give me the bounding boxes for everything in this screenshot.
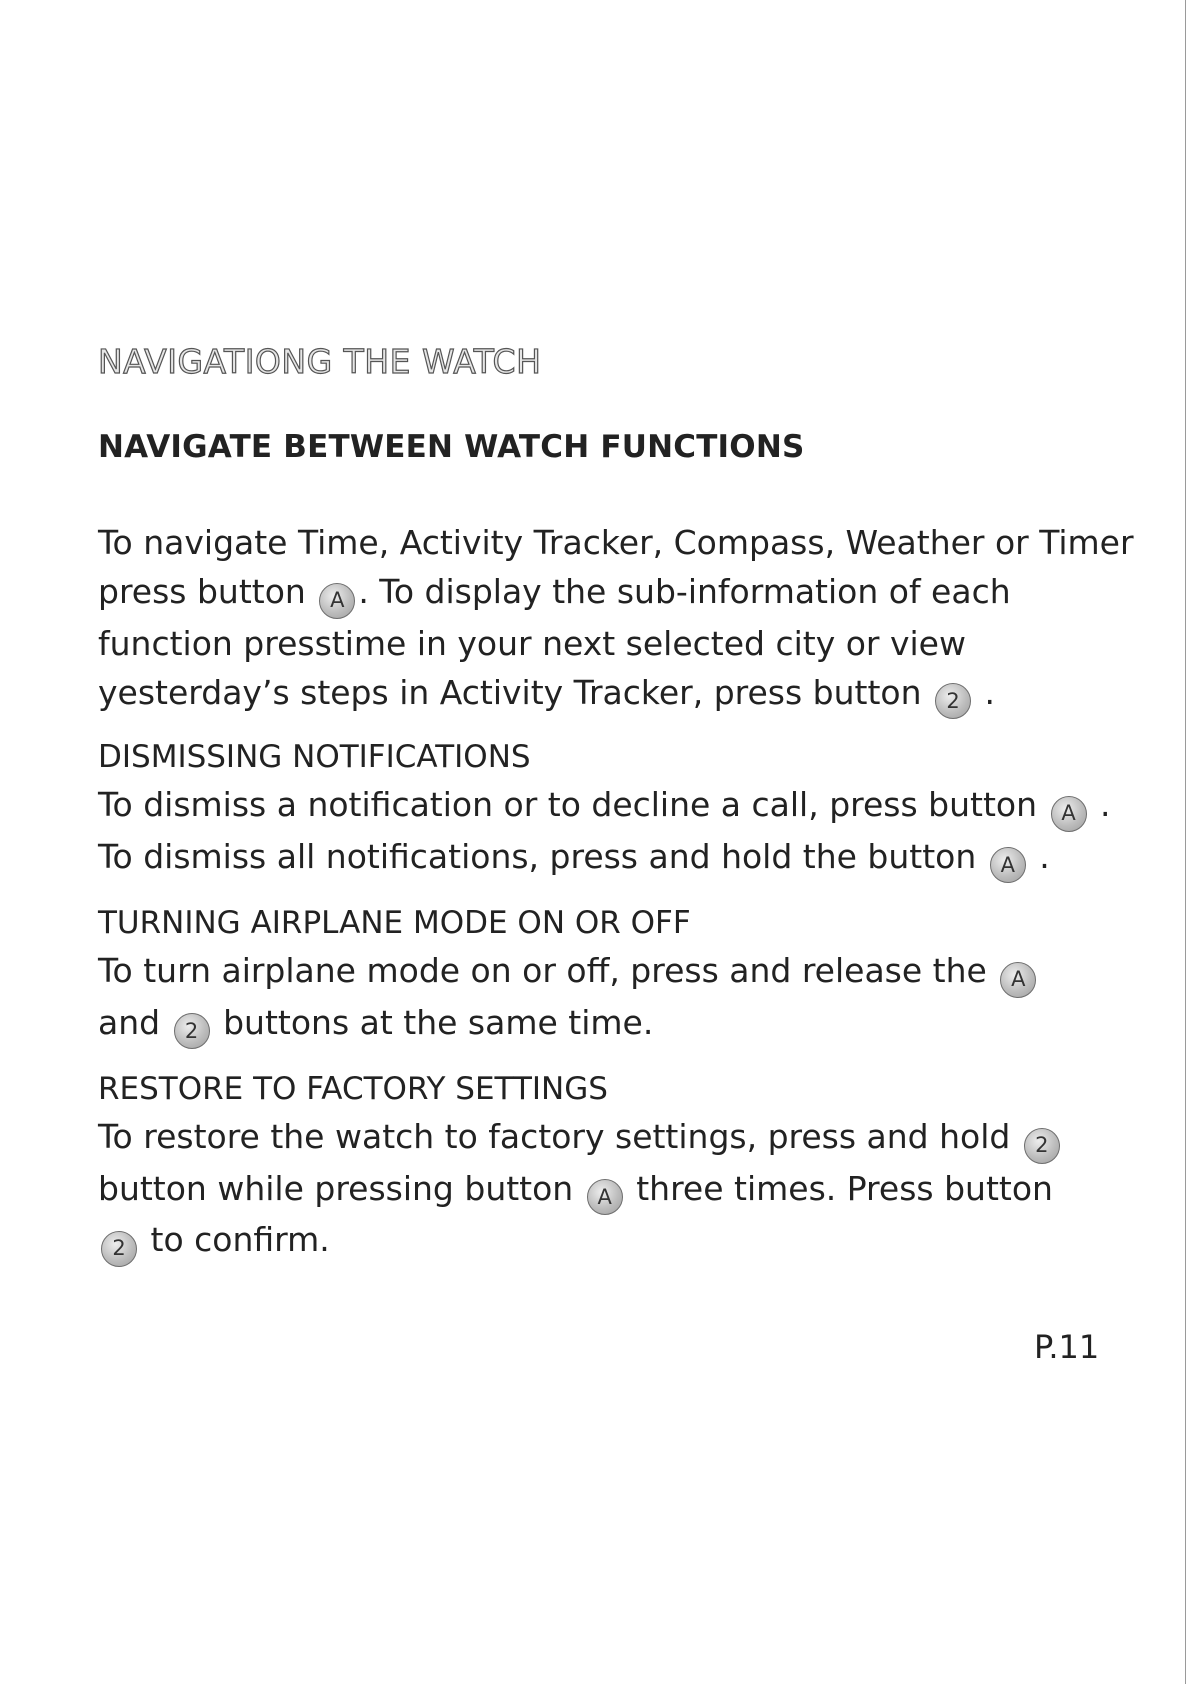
button-a-icon: A: [319, 583, 355, 619]
button-a-icon: A: [1000, 962, 1036, 998]
intro-line-1: To navigate Time, Activity Tracker, Compass, Weather or Timer: [98, 523, 1134, 562]
button-a-icon: A: [1051, 796, 1087, 832]
restore-line-3: 2 to confirm.: [98, 1215, 1063, 1267]
button-a-icon: A: [990, 847, 1026, 883]
section-title: NAVIGATIONG THE WATCH: [98, 342, 542, 381]
dismiss-heading: DISMISSING NOTIFICATIONS: [98, 739, 531, 775]
airplane-line-1: To turn airplane mode on or off, press and release the A: [98, 946, 1039, 998]
main-heading: NAVIGATE BETWEEN WATCH FUNCTIONS: [98, 429, 805, 465]
intro-paragraph: [98, 518, 1134, 719]
button-2-icon: 2: [935, 683, 971, 719]
dismiss-line-2: To dismiss all notifications, press and hold the button A .: [98, 832, 1111, 884]
airplane-section: [98, 900, 1039, 1049]
page-number: P.11: [1034, 1328, 1100, 1366]
dismiss-line-1: To dismiss a notification or to decline a call, press button A .: [98, 780, 1111, 832]
restore-line-2: button while pressing button A three times. Press button: [98, 1164, 1063, 1216]
button-2-icon: 2: [1024, 1128, 1060, 1164]
intro-line-3: function presstime in your next selected city or view: [98, 623, 966, 663]
dismiss-section: [98, 734, 1111, 883]
airplane-heading: TURNING AIRPLANE MODE ON OR OFF: [98, 905, 691, 941]
page-edge-line: [1185, 0, 1186, 1684]
intro-line-2: press button A . To display the sub-information of each: [98, 567, 1134, 619]
airplane-line-2: and 2 buttons at the same time.: [98, 998, 1039, 1050]
button-2-icon: 2: [174, 1013, 210, 1049]
button-a-icon: A: [587, 1179, 623, 1215]
intro-line-4: yesterday’s steps in Activity Tracker, press button 2 .: [98, 668, 1134, 720]
button-2-icon: 2: [101, 1231, 137, 1267]
restore-line-1: To restore the watch to factory settings, press and hold 2: [98, 1112, 1063, 1164]
restore-section: [98, 1066, 1063, 1267]
restore-heading: RESTORE TO FACTORY SETTINGS: [98, 1071, 608, 1107]
